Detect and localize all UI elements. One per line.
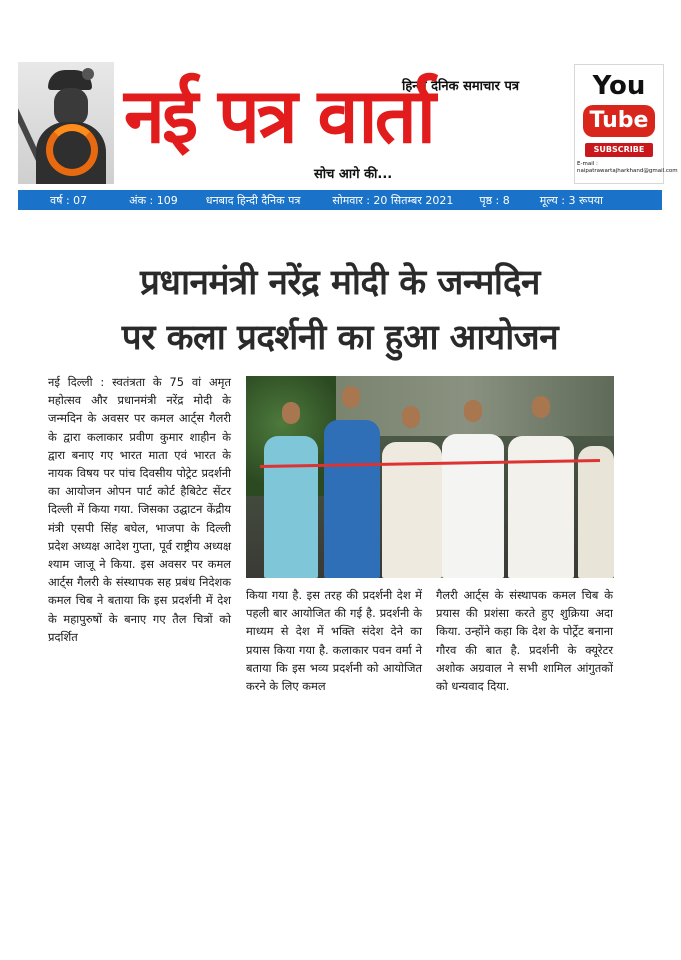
masthead-tagline: सोच आगे की... — [314, 167, 393, 182]
place-label: धनबाद हिन्दी दैनिक पत्र — [205, 193, 301, 207]
page-number-label: पृष्ठ : 8 — [479, 193, 510, 207]
event-photo — [246, 376, 614, 578]
article-column-1: नई दिल्ली : स्वतंत्रता के 75 वां अमृत महोत्सव और प्रधानमंत्री नरेंद्र मोदी के जन्मदिन के अवसर पर कमल आर्ट्स गैलरी के द्वारा कलाकार प्रवीण कुमार शाहीन के द्वारा बनाए गए भारत माता एवं भारत के नायक विषय पर पांच दिवसीय पोट्रेट प्रदर्शनी का आयोजन ओपन पार्ट कोर्ट हैबिटेट सेंटर दिल्ली में किया गया. जिसका उद्घाटन केंद्रीय मंत्री एसपी सिंह बघेल, भाजपा के दिल्ली प्रदेश अध्यक्ष आदेश गुप्ता, पूर्व राष्ट्रीय अध्यक्ष श्याम जाजू ने किया. इस अवसर पर कमल आर्ट्स गैलरी के संस्थापक सह प्रबंध निदेशक कमल चिब ने बताया कि इस प्रदर्शनी में देश के महापुरुषों के बनाए गए तैल चित्रों को प्रदर्शित — [48, 375, 231, 644]
date-label: सोमवार : 20 सितम्बर 2021 — [332, 193, 454, 207]
issue-label: अंक : 109 — [129, 193, 178, 207]
article-column-2: किया गया है. इस तरह की प्रदर्शनी देश में पहली बार आयोजित की गई है. प्रदर्शनी के माध्यम से देश में भक्ति संदेश देने का प्रयास किया गया है. कलाकार पवन वर्मा ने बताया कि इस भव्य प्रदर्शनी को आयोजित करने के लिए कमल — [246, 588, 422, 694]
masthead-subtitle: हिन्दी दैनिक समाचार पत्र — [402, 79, 520, 94]
statue-image — [18, 62, 114, 184]
info-strip — [18, 190, 662, 210]
article-column-3: गैलरी आर्ट्स के संस्थापक कमल चिब के प्रयास की प्रशंसा करते हुए शुक्रिया अदा किया. उन्होंने कहा कि देश के पोर्ट्रेट बनाना गौरव की बात है. प्रदर्शनी के क्यूरेटर अशोक अग्रवाल ने सभी शामिल आंगुतकों को धन्यवाद दिया. — [436, 588, 613, 694]
subscribe-badge[interactable]: SUBSCRIBE — [585, 143, 653, 157]
newspaper-title: नई पत्र वार्ता — [124, 71, 433, 160]
article-headline — [40, 256, 640, 366]
youtube-logo[interactable] — [574, 64, 678, 184]
year-label: वर्ष : 07 — [50, 193, 88, 207]
email-text: E-mail : naipatrawartajharkhand@gmail.com — [577, 161, 678, 174]
youtube-you-text: You — [592, 71, 646, 101]
youtube-tube-text: Tube — [583, 105, 655, 137]
headline-line-2: पर कला प्रदर्शनी का हुआ आयोजन — [121, 318, 559, 358]
price-label: मूल्य : 3 रूपया — [539, 193, 603, 207]
headline-line-1: प्रधानमंत्री नरेंद्र मोदी के जन्मदिन — [140, 263, 540, 303]
